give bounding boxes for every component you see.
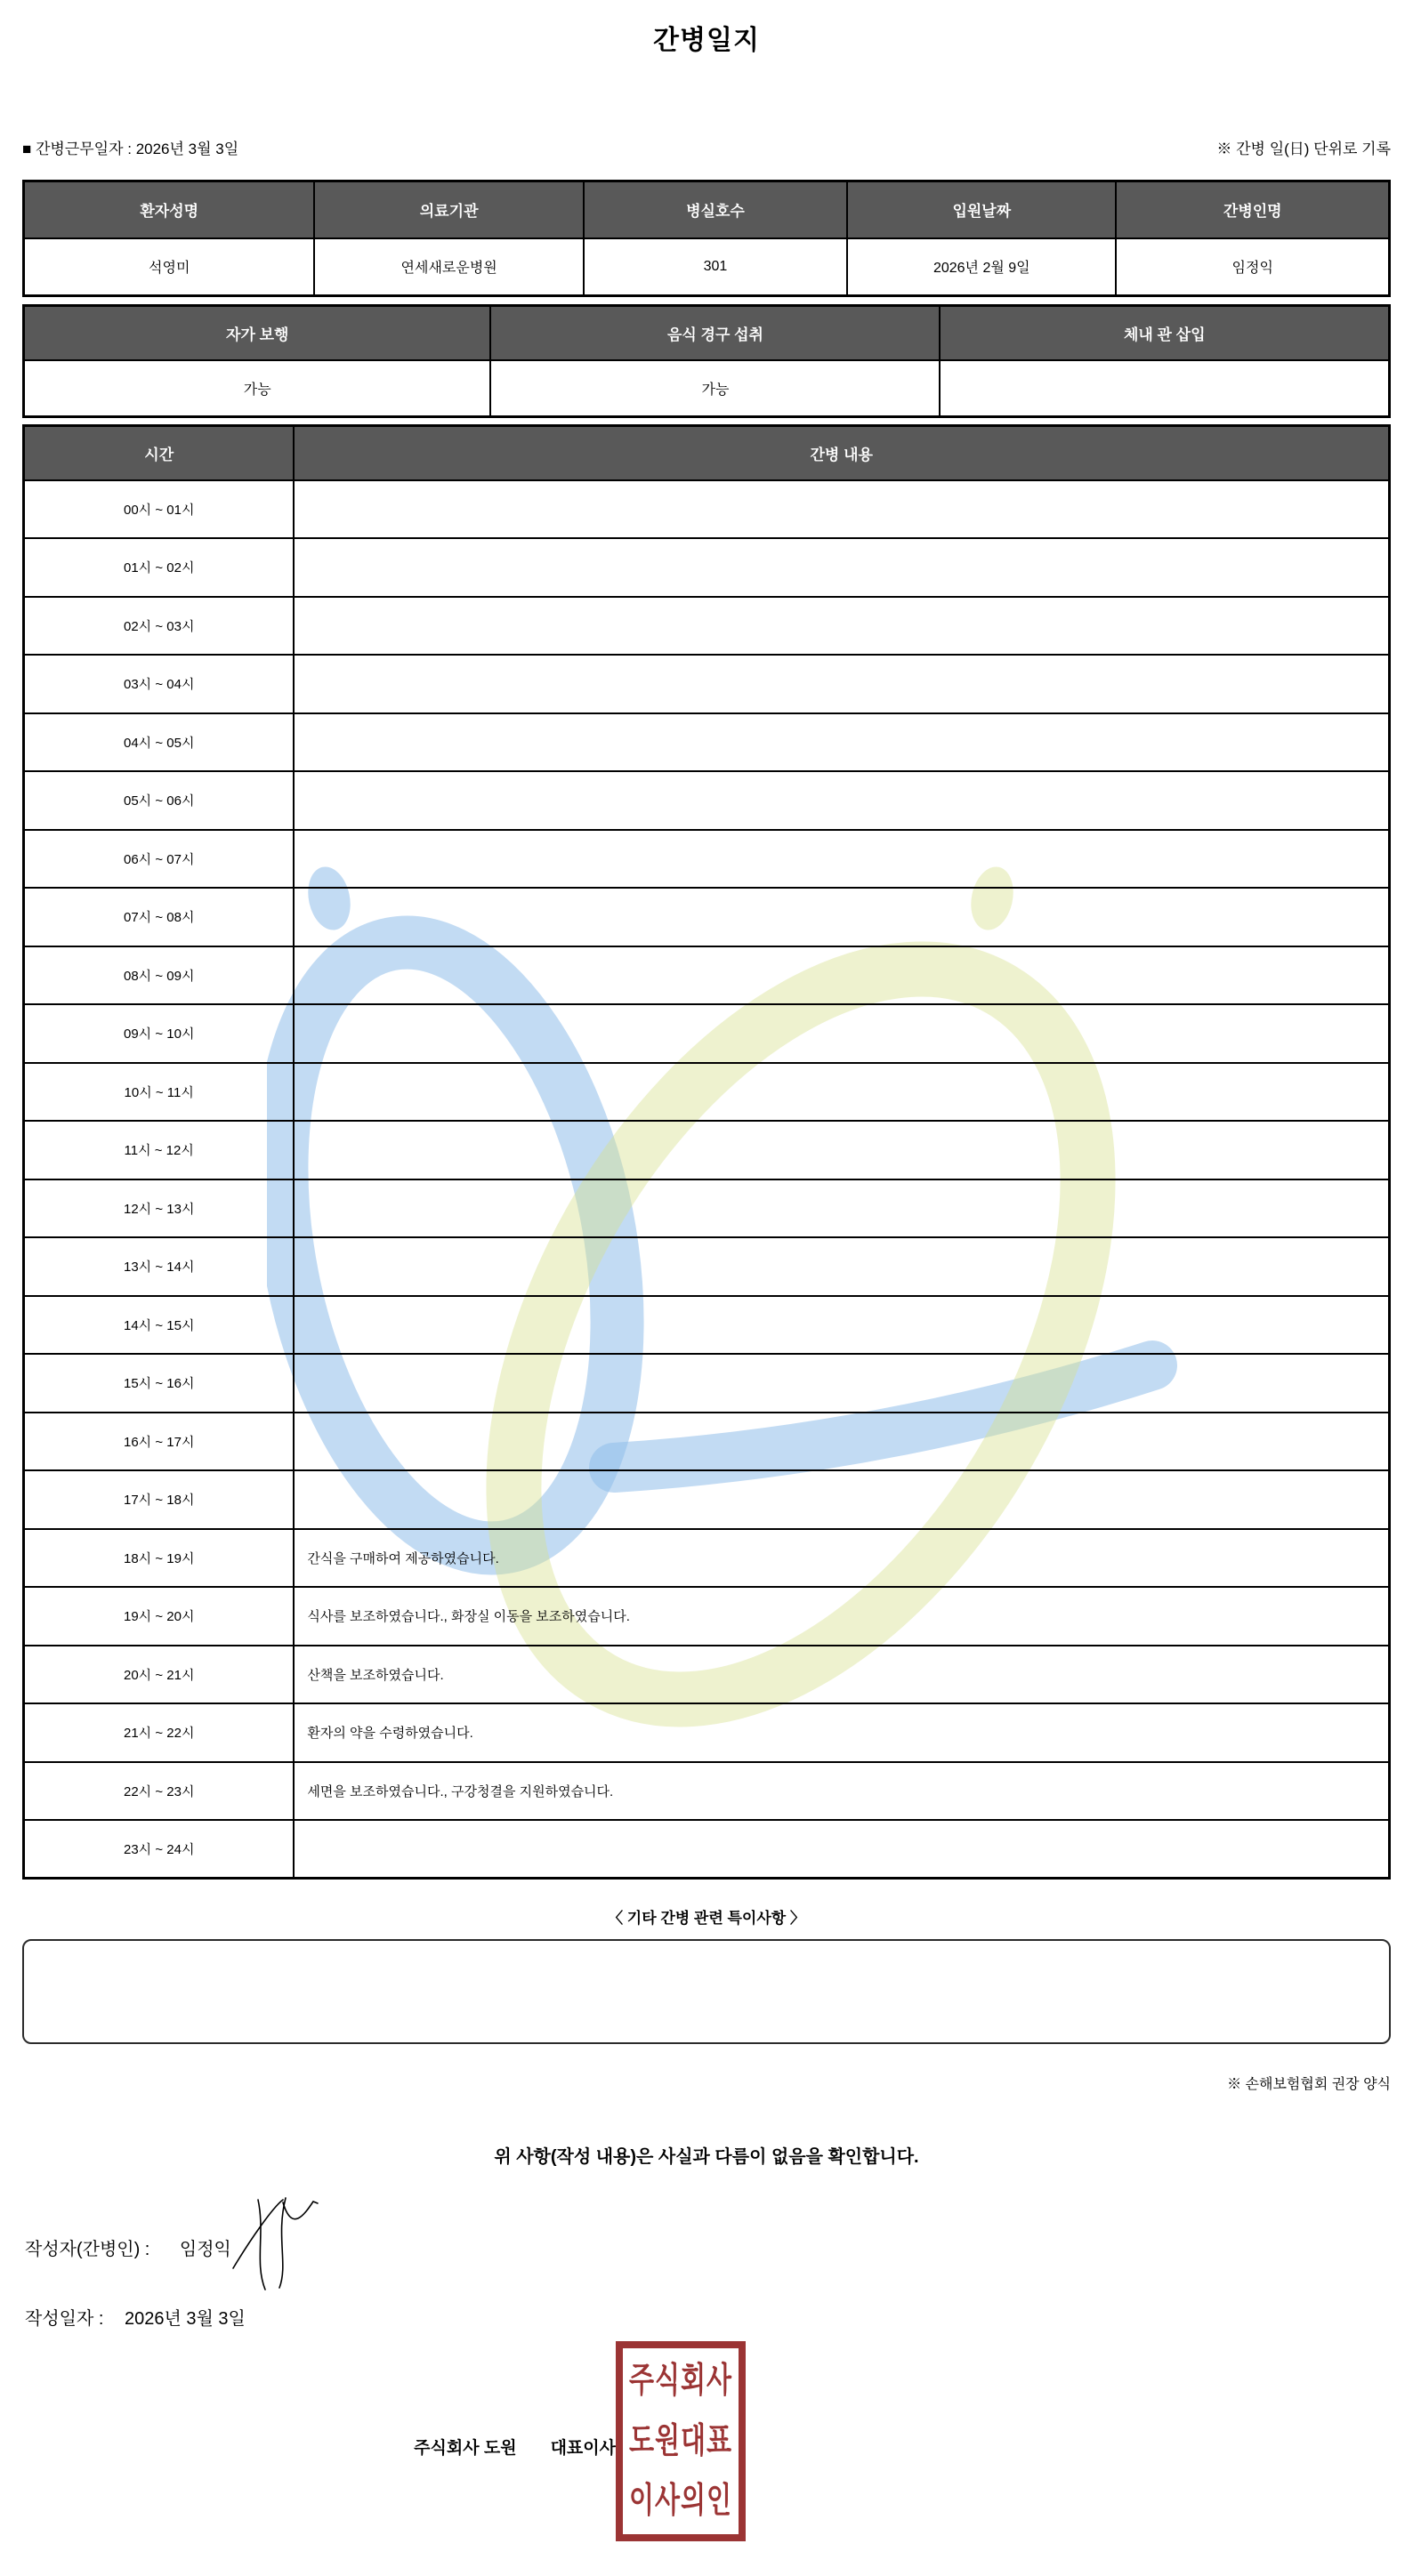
time-cell: 13시 ~ 14시 [24, 1237, 295, 1296]
status-header-row [24, 306, 1390, 360]
confirmation-statement: 위 사항(작성 내용)은 사실과 다름이 없음을 확인합니다. [494, 2147, 919, 2167]
care-log-header-row [24, 426, 1390, 480]
care-log-row [24, 830, 1390, 889]
time-cell: 00시 ~ 01시 [24, 480, 295, 539]
stamp-text-line: 주식회사 [628, 2362, 733, 2401]
ceo-label: 대표이사 [550, 2439, 616, 2458]
admission-date-value: 2026년 2월 9일 [847, 238, 1116, 296]
care-log-row [24, 655, 1390, 713]
care-log-row [24, 480, 1390, 539]
time-cell: 07시 ~ 08시 [24, 888, 295, 946]
patient-name-value: 석영미 [24, 238, 315, 296]
caregiver-signature [230, 2195, 327, 2293]
care-content-cell [294, 1296, 1389, 1355]
care-log-row [24, 1004, 1390, 1063]
time-cell: 15시 ~ 16시 [24, 1354, 295, 1413]
care-content-cell: 세면을 보조하였습니다., 구강청결을 지원하였습니다. [294, 1762, 1389, 1821]
care-content-cell: 환자의 약을 수령하였습니다. [294, 1703, 1389, 1762]
care-log-row [24, 771, 1390, 830]
corporate-seal-stamp [616, 2341, 746, 2541]
patient-status-table [22, 304, 1391, 418]
care-content-cell [294, 480, 1389, 539]
care-log-row [24, 1470, 1390, 1529]
writer-row [25, 2234, 231, 2260]
time-cell: 19시 ~ 20시 [24, 1587, 295, 1646]
time-cell: 10시 ~ 11시 [24, 1063, 295, 1122]
header-self-walking: 자가 보행 [24, 306, 491, 360]
header-patient-name: 환자성명 [24, 181, 315, 238]
self-walking-value: 가능 [24, 360, 491, 417]
caregiver-name-value: 임정익 [1116, 238, 1389, 296]
care-log-row [24, 946, 1390, 1005]
time-cell: 03시 ~ 04시 [24, 655, 295, 713]
room-number-value: 301 [584, 238, 847, 296]
special-notes-box [22, 1939, 1391, 2044]
header-admission-date: 입원날짜 [847, 181, 1116, 238]
care-content-cell [294, 1413, 1389, 1471]
care-content-cell: 식사를 보조하였습니다., 화장실 이동을 보조하였습니다. [294, 1587, 1389, 1646]
care-log-row [24, 1296, 1390, 1355]
recommended-form-note: ※ 손해보험협회 권장 양식 [1227, 2077, 1391, 2092]
care-log-row [24, 1413, 1390, 1471]
patient-info-header-row [24, 181, 1390, 238]
special-notes-title: 〈 기타 간병 관련 특이사항 〉 [608, 1910, 805, 1927]
header-room-number: 병실호수 [584, 181, 847, 238]
medical-institution-value: 연세새로운병원 [314, 238, 583, 296]
care-log-row [24, 1587, 1390, 1646]
care-content-cell [294, 771, 1389, 830]
time-cell: 23시 ~ 24시 [24, 1820, 295, 1879]
stamp-text-line: 도원대표 [628, 2421, 733, 2461]
care-content-cell [294, 597, 1389, 656]
header-caregiver-name: 간병인명 [1116, 181, 1389, 238]
unit-note: ※ 간병 일(日) 단위로 기록 [1216, 141, 1391, 157]
care-log-row [24, 1179, 1390, 1238]
time-cell: 21시 ~ 22시 [24, 1703, 295, 1762]
time-cell: 16시 ~ 17시 [24, 1413, 295, 1471]
time-cell: 11시 ~ 12시 [24, 1121, 295, 1179]
time-cell: 05시 ~ 06시 [24, 771, 295, 830]
header-medical-institution: 의료기관 [314, 181, 583, 238]
patient-info-value-row [24, 238, 1390, 296]
writer-name: 임정익 [179, 2240, 231, 2259]
stamp-text-line: 이사의인 [628, 2482, 733, 2521]
time-cell: 06시 ~ 07시 [24, 830, 295, 889]
header-oral-intake: 음식 경구 섭취 [490, 306, 940, 360]
signature-scribble-icon [230, 2195, 327, 2293]
work-date-label: ■ 간병근무일자 : 2026년 3월 3일 [22, 141, 239, 157]
care-content-cell [294, 1179, 1389, 1238]
care-content-cell: 간식을 구매하여 제공하였습니다. [294, 1529, 1389, 1588]
page-title: 간병일지 [653, 26, 760, 55]
tube-insertion-value [940, 360, 1389, 417]
care-content-cell [294, 713, 1389, 772]
care-log-row [24, 888, 1390, 946]
care-log-row [24, 713, 1390, 772]
header-time: 시간 [24, 426, 295, 480]
care-content-cell [294, 1063, 1389, 1122]
time-cell: 18시 ~ 19시 [24, 1529, 295, 1588]
time-cell: 20시 ~ 21시 [24, 1646, 295, 1704]
care-content-cell [294, 1354, 1389, 1413]
care-log-row [24, 1762, 1390, 1821]
header-tube-insertion: 체내 관 삽입 [940, 306, 1389, 360]
company-line [0, 2435, 616, 2459]
care-log-row [24, 1646, 1390, 1704]
written-date-label: 작성일자 : [25, 2309, 104, 2329]
time-cell: 17시 ~ 18시 [24, 1470, 295, 1529]
care-log-row [24, 597, 1390, 656]
time-cell: 08시 ~ 09시 [24, 946, 295, 1005]
care-content-cell [294, 888, 1389, 946]
care-content-cell [294, 538, 1389, 597]
company-name: 주식회사 도원 [414, 2439, 517, 2458]
time-cell: 14시 ~ 15시 [24, 1296, 295, 1355]
care-content-cell: 산책을 보조하였습니다. [294, 1646, 1389, 1704]
status-value-row [24, 360, 1390, 417]
care-log-row [24, 1063, 1390, 1122]
time-cell: 02시 ~ 03시 [24, 597, 295, 656]
time-cell: 12시 ~ 13시 [24, 1179, 295, 1238]
care-log-row [24, 1820, 1390, 1879]
care-log-row [24, 1529, 1390, 1588]
header-care-content: 간병 내용 [294, 426, 1389, 480]
care-content-cell [294, 1004, 1389, 1063]
care-log-row [24, 1703, 1390, 1762]
care-content-cell [294, 946, 1389, 1005]
care-log-row [24, 1354, 1390, 1413]
written-date-value: 2026년 3월 3일 [124, 2309, 246, 2329]
patient-info-table [22, 180, 1391, 297]
care-log-row [24, 1121, 1390, 1179]
written-date-row [25, 2304, 246, 2330]
care-content-cell [294, 1470, 1389, 1529]
time-cell: 09시 ~ 10시 [24, 1004, 295, 1063]
care-log-row [24, 538, 1390, 597]
care-content-cell [294, 655, 1389, 713]
care-log-row [24, 1237, 1390, 1296]
care-content-cell [294, 830, 1389, 889]
time-cell: 01시 ~ 02시 [24, 538, 295, 597]
meta-info-row [22, 136, 1391, 158]
oral-intake-value: 가능 [490, 360, 940, 417]
care-content-cell [294, 1121, 1389, 1179]
care-content-cell [294, 1820, 1389, 1879]
care-log-table [22, 424, 1391, 1880]
time-cell: 04시 ~ 05시 [24, 713, 295, 772]
care-content-cell [294, 1237, 1389, 1296]
time-cell: 22시 ~ 23시 [24, 1762, 295, 1821]
writer-label: 작성자(간병인) : [25, 2240, 150, 2259]
